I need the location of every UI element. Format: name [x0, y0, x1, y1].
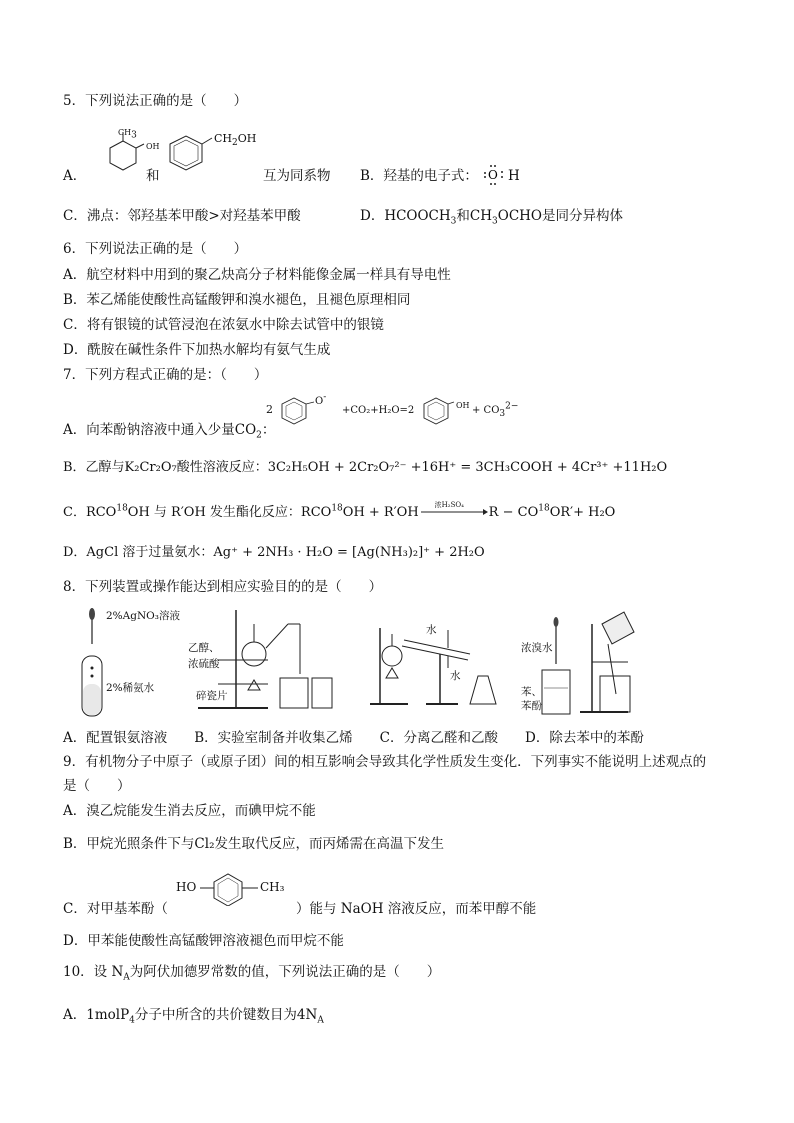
- q5-a-text: 互为同系物: [263, 168, 331, 184]
- q9-c-post: ）能与 NaOH 溶液反应，而苯甲醇不能: [296, 901, 537, 917]
- q5-stem: 5．下列说法正确的是（ ）: [63, 93, 248, 109]
- q6-c: C．将有银镜的试管浸泡在浓氨水中除去试管中的银镜: [63, 317, 384, 333]
- fig-d-label-1: 浓溴水: [521, 642, 553, 654]
- svg-text:O: O: [488, 168, 498, 182]
- q5-d: D．$HCOOCH_3$和$CH_3OCHO$是同分异构体: [360, 208, 623, 227]
- q7-stem: 7．下列方程式正确的是：（ ）: [63, 367, 268, 383]
- q6-a: A．航空材料中用到的聚乙炔高分子材料能像金属一样具有导电性: [63, 267, 451, 283]
- q5-a-label: A．: [63, 168, 87, 184]
- q7-a-oh: OH: [456, 401, 470, 410]
- q7-a-coef: 2: [266, 403, 273, 416]
- fig-a-label-agno3: 2%AgNO₃溶液: [106, 610, 180, 622]
- q7-b: B．乙醇与K₂Cr₂O₇酸性溶液反应：3C₂H₅OH + 2Cr₂O₇²⁻ +16H⁺ = 3CH₃COOH + 4Cr³⁺ +11H₂O: [63, 460, 668, 475]
- q5-a-mol2-ch2oh: $CH_2OH$: [214, 132, 257, 149]
- fig-c-label-1: 水: [426, 624, 437, 636]
- q5-c: C．沸点：邻羟基苯甲酸>对羟基苯甲酸: [63, 208, 301, 224]
- p-cresol-ring: [200, 870, 260, 906]
- q5-b-h: H: [508, 168, 520, 184]
- q10-stem: 10．设 $N_A$为阿伏加德罗常数的值，下列说法正确的是（ ）: [63, 964, 441, 983]
- fig-d-bromine-setup: [542, 612, 634, 714]
- q5-a-mol1-ch3: $CH_3$: [118, 128, 137, 141]
- fig-c-distillation-setup: [370, 628, 496, 704]
- q7-a-o: O-: [315, 392, 327, 407]
- q7-d: D．AgCl 溶于过量氨水：Ag⁺ + 2NH₃ · H₂O = [Ag(NH₃)₂]⁺ + 2H₂O: [63, 545, 485, 560]
- q6-d: D．酰胺在碱性条件下加热水解均有氨气生成: [63, 342, 331, 358]
- q9-b: B．甲烷光照条件下与Cl₂发生取代反应，而丙烯需在高温下发生: [63, 836, 444, 852]
- q5-a-and: 和: [146, 168, 160, 184]
- fig-d-label-2: 苯、: [521, 686, 542, 698]
- fig-a-label-ammonia: 2%稀氨水: [106, 682, 155, 694]
- hydroxyl-electron-dot-icon: [482, 162, 506, 188]
- q5-b-label: B．羟基的电子式：: [360, 168, 478, 184]
- fig-d-label-3: 苯酚: [521, 700, 542, 712]
- fig-b-label-1: 乙醇、: [188, 642, 220, 654]
- fig-a-test-tube: [82, 608, 102, 716]
- q6-stem: 6．下列说法正确的是（ ）: [63, 241, 248, 257]
- q10-a: A．1molP$_4$分子中所含的共价键数目为$4N_A$: [63, 1007, 324, 1026]
- q6-b: B．苯乙烯能使酸性高锰酸钾和溴水褪色，且褪色原理相同: [63, 292, 411, 308]
- fig-b-label-3: 碎瓷片: [196, 690, 228, 702]
- fig-c-label-2: 水: [450, 670, 461, 682]
- q9-a: A．溴乙烷能发生消去反应，而碘甲烷不能: [63, 803, 316, 819]
- q9-c-ho: HO: [176, 880, 197, 894]
- q9-d: D．甲苯能使酸性高锰酸钾溶液褪色而甲烷不能: [63, 933, 344, 949]
- q7-a-end: + $CO_3^{2-}$: [472, 401, 519, 419]
- q8-options: A．配置银氨溶液 B．实验室制备并收集乙烯 C．分离乙醛和乙酸 D．除去苯中的苯酚: [63, 730, 644, 746]
- q7-a-mid: +CO₂+H₂O=2: [342, 405, 415, 416]
- q9-c-ch3: CH₃: [260, 880, 285, 894]
- q9-c-pre: C．对甲基苯酚（: [63, 901, 168, 917]
- q9-stem-2: 是（ ）: [63, 778, 131, 794]
- q9-stem-1: 9．有机物分子中原子（或原子团）间的相互影响会导致其化学性质发生变化．下列事实不能说明上述观点的: [63, 754, 707, 770]
- q7-c-condition: 浓H₂SO₄: [434, 501, 464, 509]
- q5-a-mol1-oh: OH: [146, 142, 160, 151]
- benzene-ring-1: [110, 141, 136, 170]
- q8-stem: 8．下列装置或操作能达到相应实验目的的是（ ）: [63, 579, 383, 595]
- benzene-ring-2: [170, 136, 202, 170]
- q7-a-text: A．向苯酚钠溶液中通入少量$CO_2$：: [63, 422, 276, 441]
- q7-c: C．RCO$^{18}$OH 与 R′OH 发生酯化反应：$RCO^{18}OH + R'OH$ 浓H₂SO₄ $R - CO^{18}OR'+ H_2O$: [63, 504, 615, 522]
- fig-b-label-2: 浓硫酸: [188, 658, 220, 670]
